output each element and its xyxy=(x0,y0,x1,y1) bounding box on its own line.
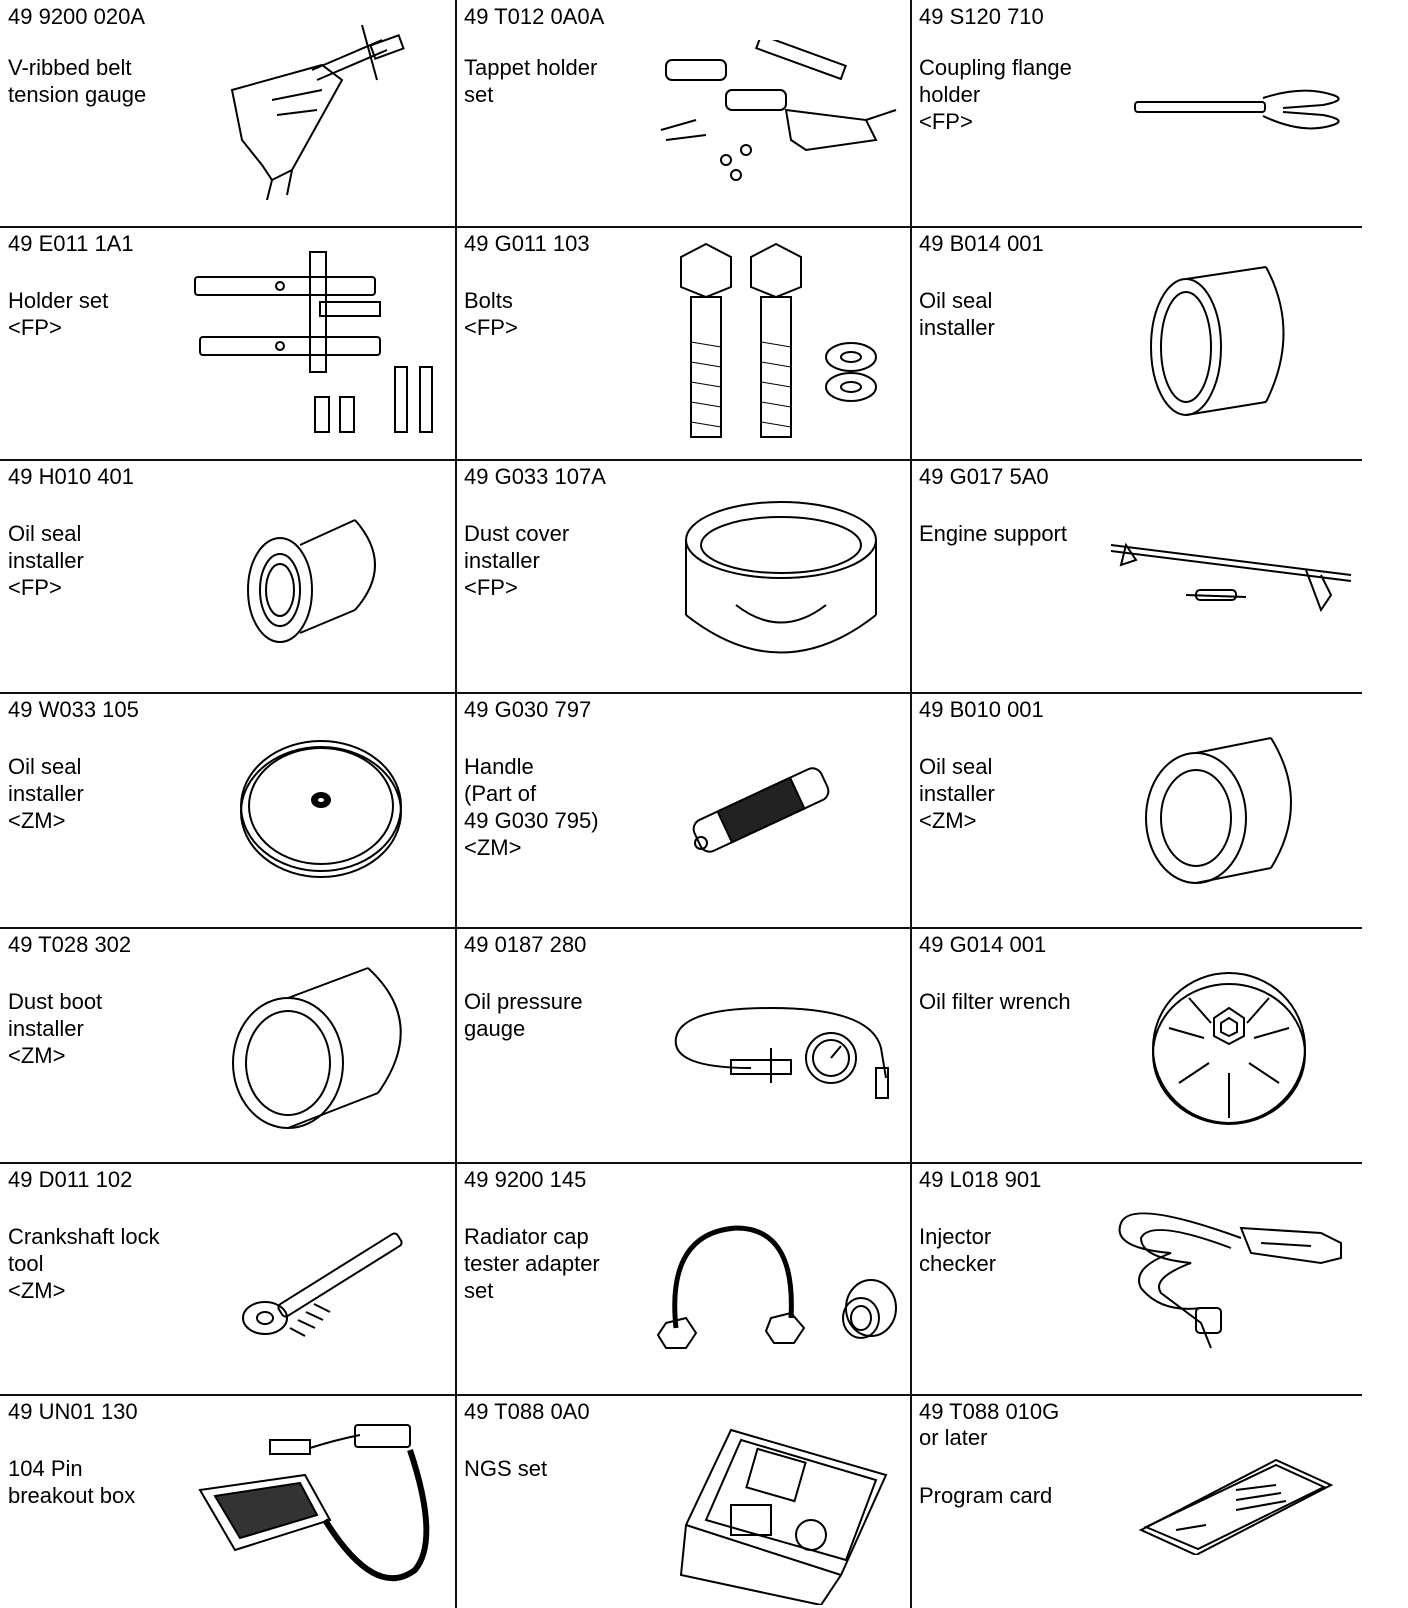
tool-cell xyxy=(456,460,911,693)
desc-line: Crankshaft lock xyxy=(8,1224,160,1249)
desc-line: Tappet holder xyxy=(464,55,598,80)
dust-boot-installer-icon xyxy=(228,963,418,1133)
desc-line: Dust boot xyxy=(8,989,103,1014)
desc-line: Dust cover xyxy=(464,521,570,546)
tool-description xyxy=(8,520,84,601)
desc-line: installer xyxy=(8,781,84,806)
tappet-holder-set-icon xyxy=(656,40,906,200)
tool-description xyxy=(464,287,518,341)
tool-cell xyxy=(0,0,456,227)
tool-description xyxy=(464,1455,547,1482)
tool-number: 49 UN01 130 xyxy=(8,1399,138,1424)
desc-line: Oil pressure xyxy=(464,989,583,1014)
oil-seal-installer-flanged-icon xyxy=(245,515,395,645)
desc-line: <FP> xyxy=(464,575,518,600)
row-divider xyxy=(0,1394,1362,1396)
desc-line: set xyxy=(464,82,494,107)
desc-line: <FP> xyxy=(919,109,973,134)
desc-line: set xyxy=(464,1278,494,1303)
desc-line: Oil seal xyxy=(919,754,993,779)
tool-cell xyxy=(911,693,1362,928)
desc-line: <FP> xyxy=(8,575,62,600)
desc-line: installer xyxy=(8,548,84,573)
dust-cover-installer-ring-icon xyxy=(681,500,881,665)
tool-description xyxy=(464,1223,600,1304)
tool-description xyxy=(464,520,569,601)
desc-line: installer xyxy=(464,548,540,573)
desc-line: Oil filter wrench xyxy=(919,989,1071,1014)
tool-cell xyxy=(456,227,911,460)
desc-line: <FP> xyxy=(464,315,518,340)
tool-cell xyxy=(911,0,1362,227)
tool-cell xyxy=(0,460,456,693)
tool-description xyxy=(8,1223,160,1304)
desc-line: Coupling flange xyxy=(919,55,1072,80)
tool-number: 49 B014 001 xyxy=(919,231,1044,256)
tool-cell xyxy=(0,227,456,460)
desc-line: tester adapter xyxy=(464,1251,600,1276)
tool-description xyxy=(8,988,102,1069)
belt-tension-gauge-icon xyxy=(212,20,452,200)
desc-line: <ZM> xyxy=(464,835,522,860)
desc-line: Bolts xyxy=(464,288,513,313)
tool-description xyxy=(8,1455,135,1509)
tool-cell xyxy=(911,1163,1362,1395)
tool-number: 49 T088 010G or later xyxy=(919,1399,1060,1450)
desc-line: breakout box xyxy=(8,1483,136,1508)
tool-description xyxy=(919,287,995,341)
desc-line: holder xyxy=(919,82,981,107)
desc-line: Radiator cap xyxy=(464,1224,589,1249)
tool-cell xyxy=(0,928,456,1163)
desc-line: 49 G030 795) xyxy=(464,808,599,833)
injector-checker-icon xyxy=(1111,1198,1356,1358)
desc-line: installer xyxy=(919,315,995,340)
tool-cell xyxy=(911,928,1362,1163)
tool-description xyxy=(919,988,1071,1015)
row-divider xyxy=(0,459,1362,461)
tool-number: 49 E011 1A1 xyxy=(8,231,134,256)
desc-line: installer xyxy=(919,781,995,806)
desc-line: <ZM> xyxy=(8,808,66,833)
oil-seal-installer-drum-icon xyxy=(1141,728,1311,888)
desc-line: Handle xyxy=(464,754,534,779)
tool-cell xyxy=(456,1395,911,1608)
tool-number: 49 T012 0A0A xyxy=(464,4,605,29)
tool-number: 49 S120 710 xyxy=(919,4,1044,29)
tool-number: 49 G030 797 xyxy=(464,697,592,722)
desc-line: checker xyxy=(919,1251,997,1276)
tool-description xyxy=(464,988,583,1042)
oil-seal-installer-disc-icon xyxy=(238,738,404,883)
tool-description xyxy=(919,1482,1052,1509)
desc-line: <ZM> xyxy=(8,1278,66,1303)
column-divider xyxy=(455,0,457,1608)
tool-number: 49 G014 001 xyxy=(919,932,1047,957)
oil-pressure-gauge-icon xyxy=(671,998,901,1108)
desc-line: <FP> xyxy=(8,315,62,340)
desc-line: Program card xyxy=(919,1483,1053,1508)
desc-line: tool xyxy=(8,1251,44,1276)
desc-line: gauge xyxy=(464,1016,526,1041)
tool-number: 49 G017 5A0 xyxy=(919,464,1049,489)
bolts-icon xyxy=(676,242,896,442)
tool-number: 49 L018 901 xyxy=(919,1167,1042,1192)
desc-line: tension gauge xyxy=(8,82,147,107)
tool-cell xyxy=(456,928,911,1163)
tool-number: 49 T088 0A0 xyxy=(464,1399,590,1424)
tool-description xyxy=(464,753,599,861)
row-divider xyxy=(0,692,1362,694)
desc-line: (Part of xyxy=(464,781,537,806)
desc-line: 104 Pin xyxy=(8,1456,83,1481)
handle-icon xyxy=(681,753,851,863)
tool-cell xyxy=(911,227,1362,460)
tool-cell xyxy=(0,1395,456,1608)
crankshaft-lock-tool-icon xyxy=(240,1218,410,1348)
tool-number: 49 W033 105 xyxy=(8,697,139,722)
column-divider xyxy=(910,0,912,1608)
desc-line: installer xyxy=(8,1016,84,1041)
tool-number: 49 9200 145 xyxy=(464,1167,587,1192)
tool-description xyxy=(8,54,146,108)
holder-set-icon xyxy=(190,247,450,447)
breakout-box-icon xyxy=(195,1420,450,1605)
tool-number: 49 D011 102 xyxy=(8,1167,133,1192)
oil-seal-installer-cylinder-icon xyxy=(1141,262,1311,422)
tool-description xyxy=(8,287,108,341)
desc-line: Oil seal xyxy=(8,521,82,546)
row-divider xyxy=(0,1162,1362,1164)
tool-description xyxy=(919,1223,996,1277)
ngs-set-case-icon xyxy=(671,1425,896,1605)
tool-number: 49 G011 103 xyxy=(464,231,590,256)
tool-cell xyxy=(0,1163,456,1395)
tool-number: 49 G033 107A xyxy=(464,464,606,489)
tool-description xyxy=(919,520,1067,547)
tool-cell xyxy=(0,693,456,928)
row-divider xyxy=(0,226,1362,228)
coupling-flange-holder-icon xyxy=(1133,80,1353,140)
desc-line: <ZM> xyxy=(8,1043,66,1068)
desc-line: <ZM> xyxy=(919,808,977,833)
tool-description xyxy=(464,54,597,108)
tool-cell xyxy=(456,0,911,227)
tool-cell xyxy=(911,460,1362,693)
engine-support-icon xyxy=(1106,535,1356,620)
tool-number: 49 T028 302 xyxy=(8,932,132,957)
desc-line: Oil seal xyxy=(919,288,993,313)
desc-line: Oil seal xyxy=(8,754,82,779)
desc-line: NGS set xyxy=(464,1456,548,1481)
tool-cell xyxy=(456,1163,911,1395)
program-card-icon xyxy=(1136,1455,1336,1555)
tool-description xyxy=(919,54,1072,135)
radiator-cap-tester-adapter-icon xyxy=(656,1223,906,1353)
desc-line: Engine support xyxy=(919,521,1067,546)
desc-line: Injector xyxy=(919,1224,992,1249)
tool-number: 49 H010 401 xyxy=(8,464,134,489)
desc-line: Holder set xyxy=(8,288,109,313)
tool-number: 49 9200 020A xyxy=(8,4,146,29)
oil-filter-wrench-icon xyxy=(1149,968,1309,1128)
tool-number: 49 B010 001 xyxy=(919,697,1044,722)
tool-cell xyxy=(911,1395,1362,1608)
tool-cell xyxy=(456,693,911,928)
tool-description xyxy=(8,753,84,834)
tool-number: 49 0187 280 xyxy=(464,932,587,957)
desc-line: V-ribbed belt xyxy=(8,55,132,80)
tool-description xyxy=(919,753,995,834)
row-divider xyxy=(0,927,1362,929)
